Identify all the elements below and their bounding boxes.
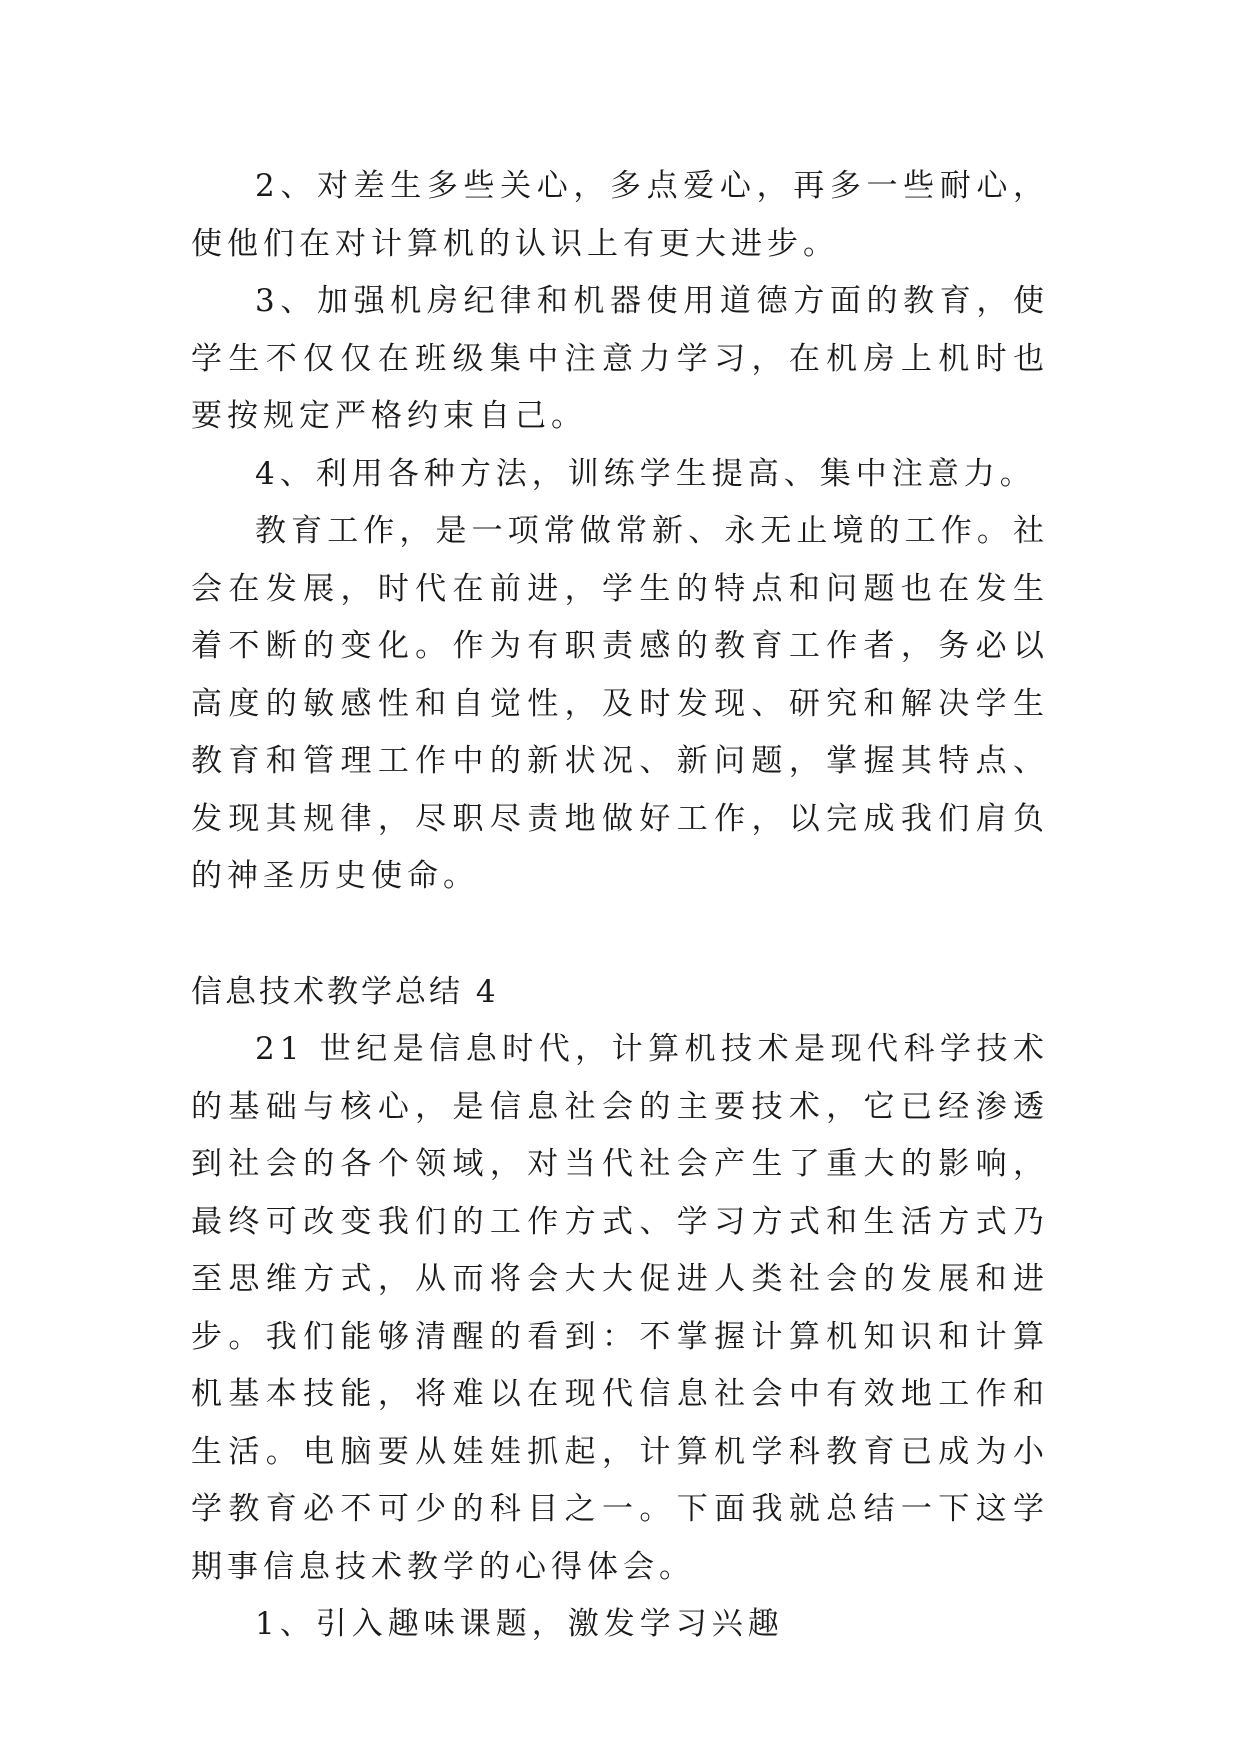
paragraph-lab-discipline: 3、加强机房纪律和机器使用道德方面的教育，使学生不仅仅在班级集中注意力学习，在机房上机时也要按规定严格约束自己。 [191,283,1049,434]
paragraph-attention-training: 4、利用各种方法，训练学生提高、集中注意力。 [255,455,1036,492]
paragraph-care-for-weak-students: 2、对差生多些关心，多点爱心，再多一些耐心，使他们在对计算机的认识上有更大进步。 [191,168,1049,262]
paragraph-interest-topics: 1、引入趣味课题，激发学习兴趣 [255,1606,784,1642]
paragraph-information-age: 21 世纪是信息时代，计算机技术是现代科学技术的基础与核心，是信息社会的主要技术，它已经渗透到社会的各个领域，对当代社会产生了重大的影响，最终可改变我们的工作方式、学习方式和生活方式乃至思维方式，从而将会大大促进人类社会的发展和进步。我们能够清醒的看到：不掌握计算机知识和计算机基本技能，将难以在现代信息社会中有效地工作和生活。电脑要从娃娃抓起，计算机学科教育已成为小学教育必不可少的科目之一。下面我就总结一下这学期事信息技术教学的心得体会。 [191,1031,1049,1585]
paragraph-education-work: 教育工作，是一项常做常新、永无止境的工作。社会在发展，时代在前进，学生的特点和问题也在发生着不断的变化。作为有职责感的教育工作者，务必以高度的敏感性和自觉性，及时发现、研究和解决学生教育和管理工作中的新状况、新问题，掌握其特点、发现其规律，尽职尽责地做好工作，以完成我们肩负的神圣历史使命。 [191,513,1049,894]
section-title: 信息技术教学总结 4 [191,973,499,1010]
document-body [191,158,1049,1654]
